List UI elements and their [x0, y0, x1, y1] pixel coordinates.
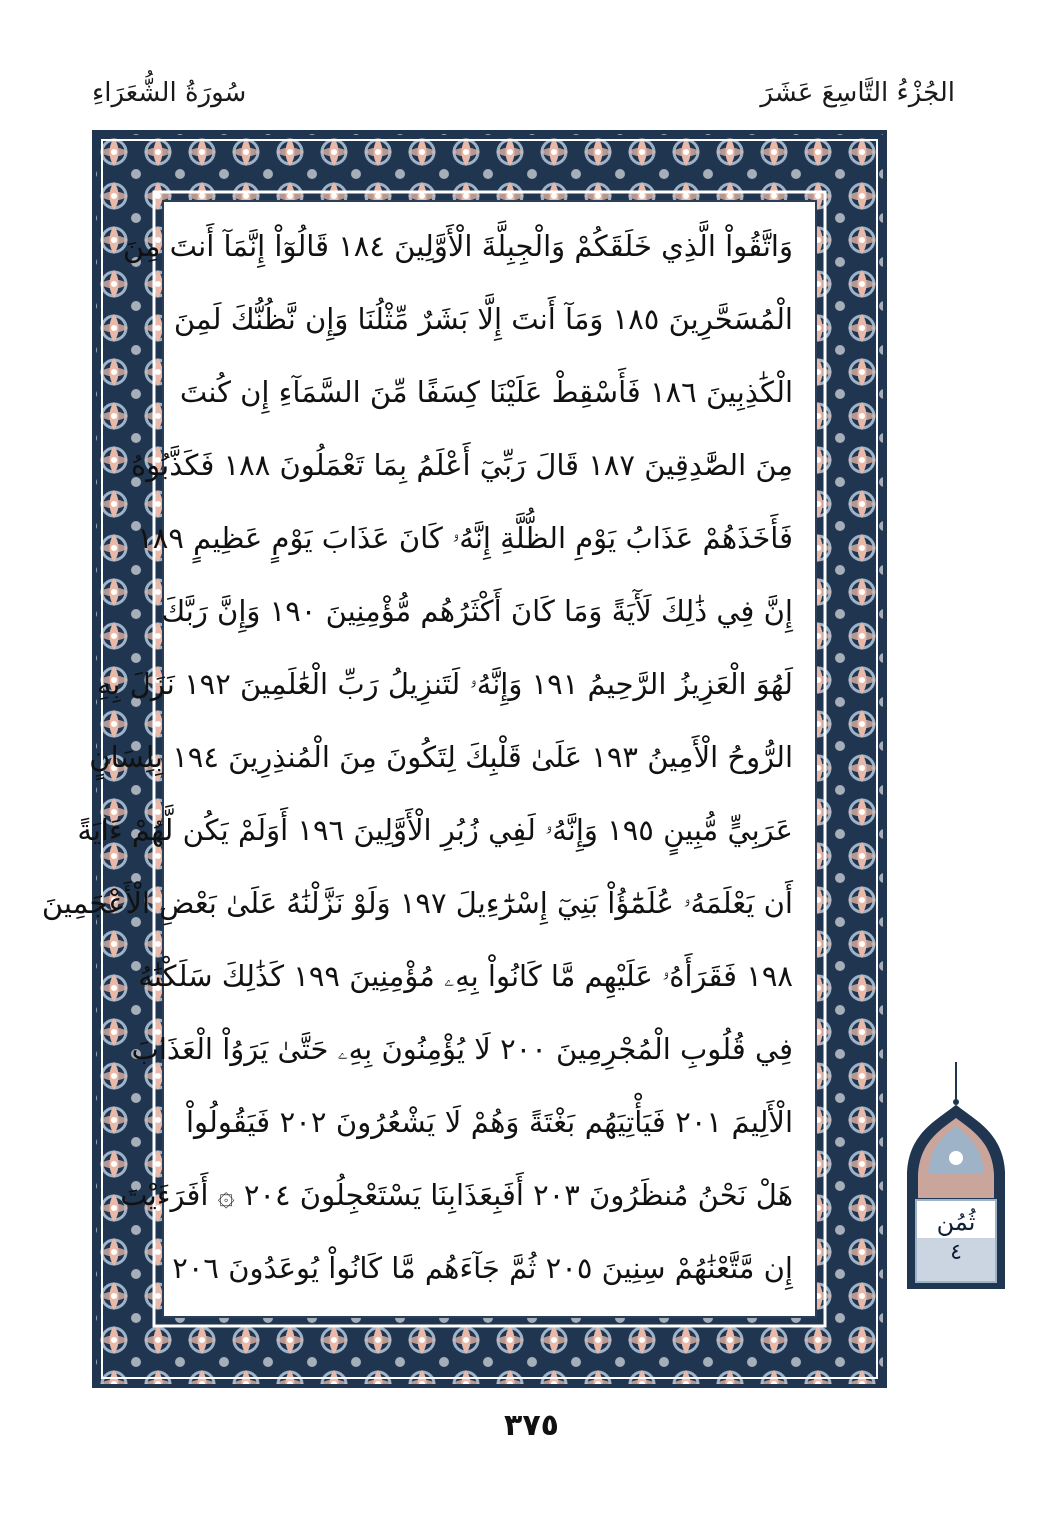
text-line-3: الْكَٰذِبِينَ ١٨٦ فَأَسْقِطْ عَلَيْنَا كِسَفًا مِّنَ السَّمَآءِ إِن كُنتَ: [179, 375, 793, 409]
juz-header: الجُزْءُ التَّاسِعَ عَشَرَ: [760, 78, 955, 108]
surah-header: سُورَةُ الشُّعَرَاءِ: [92, 78, 247, 108]
hizb-marker: [896, 1062, 1016, 1294]
text-line-13: الْأَلِيمَ ٢٠١ فَيَأْتِيَهُم بَغْتَةً وَهُمْ لَا يَشْعُرُونَ ٢٠٢ فَيَقُولُواْ: [186, 1105, 793, 1139]
text-line-4: مِنَ الصَّٰدِقِينَ ١٨٧ قَالَ رَبِّيٓ أَعْلَمُ بِمَا تَعْمَلُونَ ١٨٨ فَكَذَّبُوهُ: [130, 448, 793, 482]
text-line-7: لَهُوَ الْعَزِيزُ الرَّحِيمُ ١٩١ وَإِنَّهُۥ لَتَنزِيلُ رَبِّ الْعَٰلَمِينَ ١٩٢ نَزَلَ بِهِ: [96, 667, 793, 701]
text-line-10: أَن يَعْلَمَهُۥ عُلَمَٰٓؤُاْ بَنِيٓ إِسْرَٰٓءِيلَ ١٩٧ وَلَوْ نَزَّلْنَٰهُ عَلَىٰ بَعْضِ الْأَعْجَمِينَ: [41, 886, 793, 920]
text-line-14: هَلْ نَحْنُ مُنظَرُونَ ٢٠٣ أَفَبِعَذَابِنَا يَسْتَعْجِلُونَ ٢٠٤ ۞ أَفَرَءَيْتَ: [120, 1178, 793, 1212]
text-panel: [41, 200, 817, 1318]
text-line-9: عَرَبِيٍّ مُّبِينٍ ١٩٥ وَإِنَّهُۥ لَفِي زُبُرِ الْأَوَّلِينَ ١٩٦ أَوَلَمْ يَكُن لَّهُمْ ءَايَةً: [77, 813, 793, 847]
hizb-number: ٤: [950, 1240, 962, 1265]
text-line-8: الرُّوحُ الْأَمِينُ ١٩٣ عَلَىٰ قَلْبِكَ لِتَكُونَ مِنَ الْمُنذِرِينَ ١٩٤ بِلِسَانٍ: [89, 740, 793, 774]
text-line-11: ١٩٨ فَقَرَأَهُۥ عَلَيْهِم مَّا كَانُواْ بِهِۦ مُؤْمِنِينَ ١٩٩ كَذَٰلِكَ سَلَكْنَٰهُ: [138, 959, 793, 993]
page-number: ٣٧٥: [504, 1408, 559, 1443]
text-line-1: وَاتَّقُواْ الَّذِي خَلَقَكُمْ وَالْجِبِلَّةَ الْأَوَّلِينَ ١٨٤ قَالُوٓاْ إِنَّمَآ أَنتَ مِنَ: [122, 229, 793, 263]
text-line-12: فِي قُلُوبِ الْمُجْرِمِينَ ٢٠٠ لَا يُؤْمِنُونَ بِهِۦ حَتَّىٰ يَرَوُاْ الْعَذَابَ: [131, 1032, 793, 1066]
text-line-15: إِن مَّتَّعْنَٰهُمْ سِنِينَ ٢٠٥ ثُمَّ جَآءَهُم مَّا كَانُواْ يُوعَدُونَ ٢٠٦: [172, 1251, 793, 1285]
text-line-5: فَأَخَذَهُمْ عَذَابُ يَوْمِ الظُّلَّةِ إِنَّهُۥ كَانَ عَذَابَ يَوْمٍ عَظِيمٍ ١٨٩: [137, 521, 793, 555]
hizb-label: ثُمُن: [936, 1208, 976, 1236]
text-line-2: الْمُسَحَّرِينَ ١٨٥ وَمَآ أَنتَ إِلَّا بَشَرٌ مِّثْلُنَا وَإِن نَّظُنُّكَ لَمِنَ: [173, 302, 793, 336]
text-line-6: إِنَّ فِي ذَٰلِكَ لَأٓيَةً وَمَا كَانَ أَكْثَرُهُم مُّؤْمِنِينَ ١٩٠ وَإِنَّ رَبَّكَ: [161, 594, 793, 628]
